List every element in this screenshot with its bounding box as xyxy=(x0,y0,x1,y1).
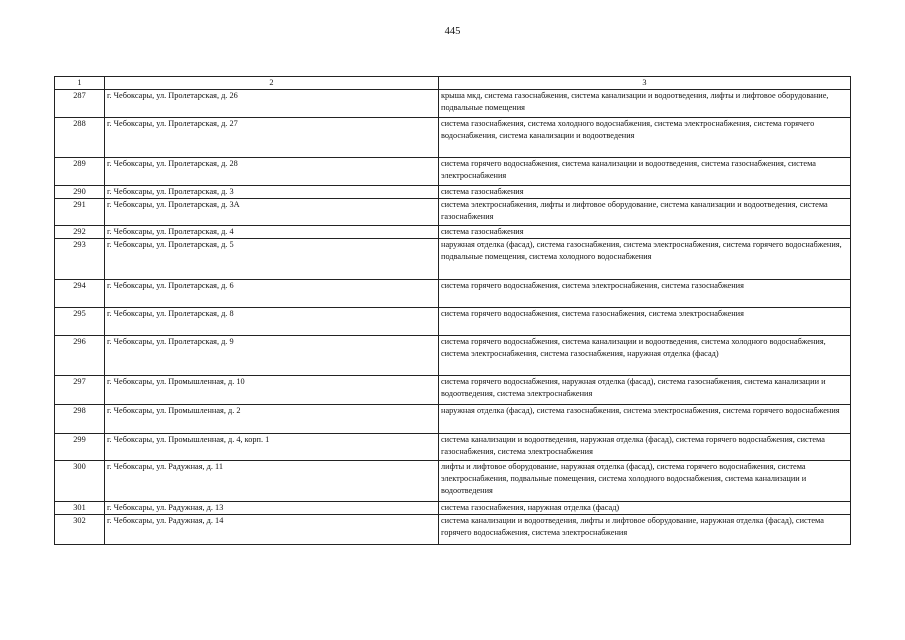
row-number: 289 xyxy=(55,158,105,186)
table-row xyxy=(55,186,851,199)
column-header-2: 2 xyxy=(105,77,439,90)
row-number: 302 xyxy=(55,515,105,545)
registry-table xyxy=(54,76,851,545)
row-systems: система электроснабжения, лифты и лифтовое оборудование, система канализации и водоотведения, система газоснабжения xyxy=(439,199,851,226)
row-address: г. Чебоксары, ул. Промышленная, д. 4, корп. 1 xyxy=(105,434,439,461)
row-number: 287 xyxy=(55,90,105,118)
row-systems: лифты и лифтовое оборудование, наружная отделка (фасад), система горячего водоснабжения, система электроснабжения, подвальные помещения, система холодного водоснабжения, система канализации и водоотведения xyxy=(439,461,851,502)
table-row xyxy=(55,118,851,158)
row-number: 291 xyxy=(55,199,105,226)
table-row xyxy=(55,158,851,186)
row-address: г. Чебоксары, ул. Пролетарская, д. 27 xyxy=(105,118,439,158)
row-number: 298 xyxy=(55,405,105,434)
table-row xyxy=(55,308,851,336)
row-number: 293 xyxy=(55,239,105,280)
row-number: 288 xyxy=(55,118,105,158)
row-systems: крыша мкд, система газоснабжения, система канализации и водоотведения, лифты и лифтовое оборудование, подвальные помещения xyxy=(439,90,851,118)
row-number: 300 xyxy=(55,461,105,502)
table-row xyxy=(55,90,851,118)
row-systems: наружная отделка (фасад), система газоснабжения, система электроснабжения, система горячего водоснабжения xyxy=(439,405,851,434)
row-address: г. Чебоксары, ул. Пролетарская, д. 3 xyxy=(105,186,439,199)
table-row xyxy=(55,336,851,376)
row-systems: система газоснабжения, система холодного водоснабжения, система электроснабжения, система горячего водоснабжения, система канализации и водоотведения xyxy=(439,118,851,158)
row-number: 294 xyxy=(55,280,105,308)
column-header-3: 3 xyxy=(439,77,851,90)
row-address: г. Чебоксары, ул. Радужная, д. 11 xyxy=(105,461,439,502)
table-row xyxy=(55,434,851,461)
row-address: г. Чебоксары, ул. Пролетарская, д. 28 xyxy=(105,158,439,186)
row-address: г. Чебоксары, ул. Пролетарская, д. 3А xyxy=(105,199,439,226)
row-systems: система газоснабжения xyxy=(439,186,851,199)
column-header-1: 1 xyxy=(55,77,105,90)
row-number: 295 xyxy=(55,308,105,336)
table-row xyxy=(55,405,851,434)
row-systems: система горячего водоснабжения, система электроснабжения, система газоснабжения xyxy=(439,280,851,308)
row-address: г. Чебоксары, ул. Промышленная, д. 2 xyxy=(105,405,439,434)
row-address: г. Чебоксары, ул. Радужная, д. 13 xyxy=(105,502,439,515)
row-address: г. Чебоксары, ул. Пролетарская, д. 4 xyxy=(105,226,439,239)
row-number: 290 xyxy=(55,186,105,199)
table-row xyxy=(55,376,851,405)
row-address: г. Чебоксары, ул. Радужная, д. 14 xyxy=(105,515,439,545)
row-address: г. Чебоксары, ул. Пролетарская, д. 6 xyxy=(105,280,439,308)
row-systems: система газоснабжения xyxy=(439,226,851,239)
row-systems: система горячего водоснабжения, система газоснабжения, система электроснабжения xyxy=(439,308,851,336)
row-systems: система горячего водоснабжения, наружная отделка (фасад), система газоснабжения, система канализации и водоотведения, система электроснабжения xyxy=(439,376,851,405)
row-number: 299 xyxy=(55,434,105,461)
row-systems: наружная отделка (фасад), система газоснабжения, система электроснабжения, система горячего водоснабжения, подвальные помещения, система холодного водоснабжения xyxy=(439,239,851,280)
row-address: г. Чебоксары, ул. Пролетарская, д. 9 xyxy=(105,336,439,376)
header-row xyxy=(55,77,851,90)
row-systems: система канализации и водоотведения, лифты и лифтовое оборудование, наружная отделка (фасад), система горячего водоснабжения, система электроснабжения xyxy=(439,515,851,545)
row-address: г. Чебоксары, ул. Пролетарская, д. 5 xyxy=(105,239,439,280)
row-number: 292 xyxy=(55,226,105,239)
table-row xyxy=(55,199,851,226)
table-row xyxy=(55,280,851,308)
row-address: г. Чебоксары, ул. Пролетарская, д. 26 xyxy=(105,90,439,118)
table-row xyxy=(55,226,851,239)
row-address: г. Чебоксары, ул. Промышленная, д. 10 xyxy=(105,376,439,405)
row-number: 297 xyxy=(55,376,105,405)
table-row xyxy=(55,502,851,515)
row-systems: система горячего водоснабжения, система канализации и водоотведения, система газоснабжения, система электроснабжения xyxy=(439,158,851,186)
row-systems: система канализации и водоотведения, наружная отделка (фасад), система горячего водоснабжения, система газоснабжения, система электроснабжения xyxy=(439,434,851,461)
row-number: 296 xyxy=(55,336,105,376)
row-systems: система газоснабжения, наружная отделка (фасад) xyxy=(439,502,851,515)
row-number: 301 xyxy=(55,502,105,515)
row-address: г. Чебоксары, ул. Пролетарская, д. 8 xyxy=(105,308,439,336)
table-row xyxy=(55,515,851,545)
table-row xyxy=(55,461,851,502)
page-number: 445 xyxy=(444,26,461,37)
row-systems: система горячего водоснабжения, система канализации и водоотведения, система холодного водоснабжения, система электроснабжения, система газоснабжения, наружная отделка (фасад) xyxy=(439,336,851,376)
table-row xyxy=(55,239,851,280)
